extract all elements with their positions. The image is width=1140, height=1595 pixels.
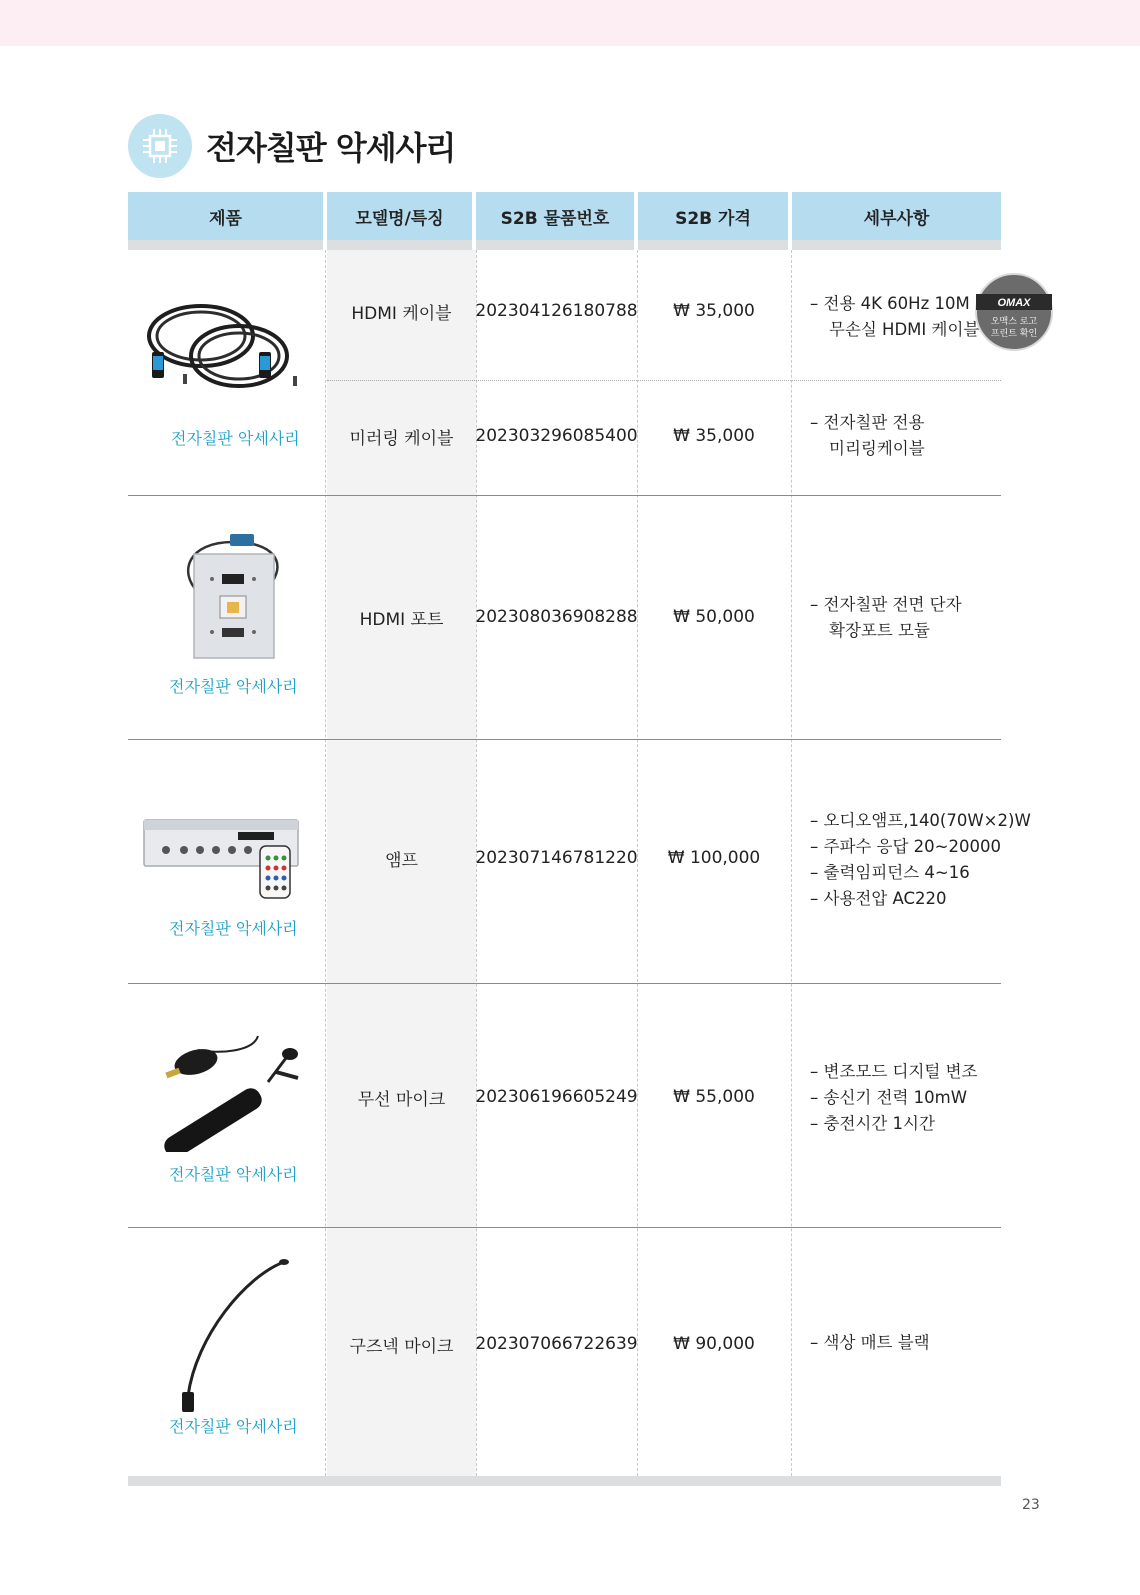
price: ₩ 100,000 bbox=[667, 848, 761, 868]
price: ₩ 35,000 bbox=[673, 426, 755, 446]
badge-line1: 오맥스 로고 bbox=[990, 317, 1038, 327]
detail-list bbox=[810, 1330, 930, 1356]
gooseneck-mic-image bbox=[176, 1256, 296, 1420]
sub-row-divider bbox=[327, 380, 1001, 381]
s2b-id: 202303296085400 bbox=[475, 426, 638, 446]
category-label: 전자칠판 악세사리 bbox=[169, 1165, 298, 1184]
detail-list bbox=[810, 410, 925, 462]
detail-item: – 출력임피던스 4~16 bbox=[810, 860, 1031, 886]
detail-item: 무손실 HDMI 케이블 bbox=[829, 320, 980, 339]
omax-logo-badge bbox=[974, 272, 1054, 352]
model-name: 무선 마이크 bbox=[357, 1089, 446, 1110]
detail-item: – 송신기 전력 10mW bbox=[810, 1085, 977, 1111]
detail-item: – 전용 4K 60Hz 10M bbox=[810, 291, 979, 317]
category-label: 전자칠판 악세사리 bbox=[169, 1417, 298, 1436]
header-product: 제품 bbox=[128, 192, 323, 240]
top-band bbox=[0, 0, 1140, 46]
section-title: 전자칠판 악세사리 bbox=[206, 129, 456, 167]
detail-list bbox=[810, 1059, 977, 1137]
detail-item: 미리링케이블 bbox=[829, 439, 925, 458]
header-price: S2B 가격 bbox=[638, 192, 788, 240]
row-divider bbox=[128, 495, 1001, 496]
amplifier-image bbox=[142, 812, 302, 906]
detail-item: – 변조모드 디지털 변조 bbox=[810, 1059, 977, 1085]
detail-list bbox=[810, 808, 1031, 912]
category-label: 전자칠판 악세사리 bbox=[169, 919, 298, 938]
section-heading bbox=[128, 113, 455, 179]
price: ₩ 50,000 bbox=[673, 607, 755, 627]
detail-item: – 전자칠판 전면 단자 bbox=[810, 592, 962, 618]
detail-item: – 오디오앰프,140(70W×2)W bbox=[810, 808, 1031, 834]
detail-item: – 색상 매트 블랙 bbox=[810, 1330, 930, 1356]
row-divider bbox=[128, 983, 1001, 984]
s2b-id: 202304126180788 bbox=[475, 301, 638, 321]
header-model: 모델명/특징 bbox=[327, 192, 472, 240]
detail-item: – 주파수 응답 20~20000 bbox=[810, 834, 1031, 860]
chip-icon bbox=[128, 114, 192, 178]
row-divider bbox=[128, 1227, 1001, 1228]
model-name: 미러링 케이블 bbox=[349, 428, 454, 449]
price: ₩ 35,000 bbox=[673, 301, 755, 321]
hdmi-port-image bbox=[178, 532, 288, 666]
s2b-id: 202307066722639 bbox=[475, 1334, 638, 1354]
price: ₩ 55,000 bbox=[673, 1087, 755, 1107]
s2b-id: 202306196605249 bbox=[475, 1087, 638, 1107]
detail-list bbox=[810, 592, 962, 644]
price: ₩ 90,000 bbox=[673, 1334, 755, 1354]
model-name: 앰프 bbox=[385, 850, 418, 871]
detail-item: – 전자칠판 전용 bbox=[810, 410, 925, 436]
detail-item: – 사용전압 AC220 bbox=[810, 886, 1031, 912]
category-label: 전자칠판 악세사리 bbox=[169, 677, 298, 696]
page-number: 23 bbox=[1022, 1497, 1040, 1513]
header-details: 세부사항 bbox=[792, 192, 1001, 240]
header-s2b-id: S2B 물품번호 bbox=[476, 192, 634, 240]
wireless-mic-image bbox=[158, 1032, 308, 1156]
detail-item: – 충전시간 1시간 bbox=[810, 1111, 977, 1137]
detail-list bbox=[810, 291, 979, 343]
model-name: HDMI 포트 bbox=[359, 609, 444, 630]
badge-line2: 프린트 확인 bbox=[990, 329, 1038, 339]
hdmi-cable-image bbox=[143, 296, 303, 400]
table-footer-band bbox=[128, 1476, 1001, 1486]
s2b-id: 202307146781220 bbox=[475, 848, 638, 868]
row-divider bbox=[128, 739, 1001, 740]
model-name: 구즈넥 마이크 bbox=[349, 1336, 454, 1357]
category-label: 전자칠판 악세사리 bbox=[171, 429, 300, 448]
detail-item: 확장포트 모듈 bbox=[829, 621, 930, 640]
s2b-id: 202308036908288 bbox=[475, 607, 638, 627]
model-name: HDMI 케이블 bbox=[351, 303, 452, 324]
badge-brand: OMAX bbox=[997, 297, 1031, 309]
